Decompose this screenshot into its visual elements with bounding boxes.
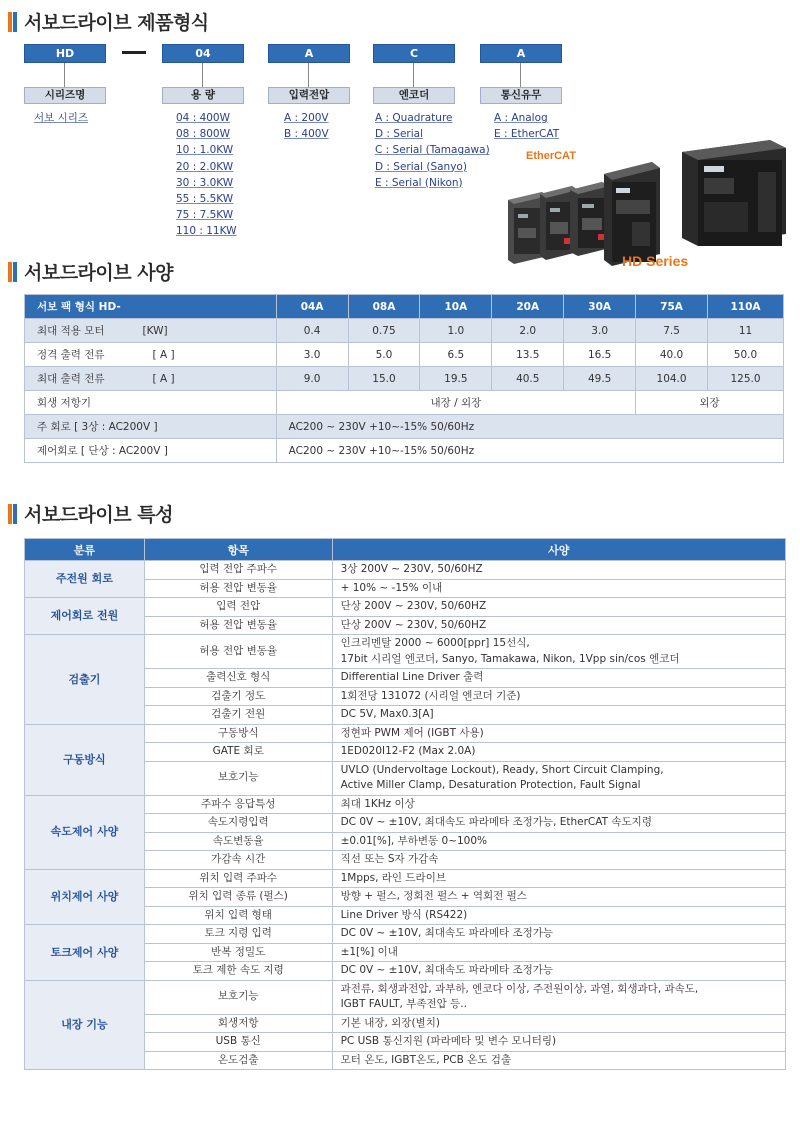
spec-cell: DC 0V ~ ±10V, 최대속도 파라메타 조정가능 (332, 962, 785, 981)
table-cell: 11 (708, 319, 784, 343)
code-box-voltage: A (268, 44, 350, 63)
item-cell: 검출기 정도 (144, 687, 332, 706)
table-cell: 104.0 (636, 367, 708, 391)
spec-cell: Line Driver 방식 (RS422) (332, 906, 785, 925)
table-cell: AC200 ~ 230V +10~-15% 50/60Hz (276, 439, 783, 463)
item-cell: 토크 제한 속도 지령 (144, 962, 332, 981)
row-label: 최대 출력 전류 [ A ] (25, 367, 277, 391)
code-box-comm: A (480, 44, 562, 63)
code-label-encoder: 엔코더 (373, 87, 455, 104)
list-item: 08 : 800W (176, 128, 230, 141)
table-row (25, 980, 786, 1014)
list-item: A : 200V (284, 112, 329, 124)
item-cell: 허용 전압 변동율 (144, 579, 332, 598)
connector-line (64, 63, 65, 87)
item-cell: 입력 전압 (144, 598, 332, 617)
model-code-title: 서보드라이브 제품형식 (8, 8, 209, 35)
list-item: D : Serial (Sanyo) (375, 160, 467, 173)
list-item: 04 : 400W (176, 112, 230, 124)
code-box-series: HD (24, 44, 106, 63)
column-header: 75A (636, 295, 708, 319)
spec-cell: 정현파 PWM 제어 (IGBT 사용) (332, 724, 785, 743)
category-cell: 속도제어 사양 (25, 795, 145, 869)
column-header: 08A (348, 295, 420, 319)
item-cell: 주파수 응답특성 (144, 795, 332, 814)
item-cell: 속도변동율 (144, 832, 332, 851)
spec-cell: 인크리멘탈 2000 ~ 6000[ppr] 15선식, 17bit 시리얼 엔코더, Sanyo, Tamakawa, Nikon, 1Vpp sin/cos 엔코더 (332, 635, 785, 669)
table-row (25, 724, 786, 743)
item-cell: 위치 입력 형태 (144, 906, 332, 925)
table-cell: 7.5 (636, 319, 708, 343)
row-label: 제어회로 [ 단상 : AC200V ] (25, 439, 277, 463)
spec-cell: 단상 200V ~ 230V, 50/60HZ (332, 598, 785, 617)
table-cell: 0.4 (276, 319, 348, 343)
table-cell: 0.75 (348, 319, 420, 343)
table-row (25, 869, 786, 888)
item-cell: 입력 전압 주파수 (144, 561, 332, 580)
capacity-option-list (176, 110, 237, 240)
category-cell: 주전원 회로 (25, 561, 145, 598)
table-cell: AC200 ~ 230V +10~-15% 50/60Hz (276, 415, 783, 439)
row-label: 주 회로 [ 3상 : AC200V ] (25, 415, 277, 439)
table-cell: 49.5 (564, 367, 636, 391)
spec-cell: + 10% ~ -15% 이내 (332, 579, 785, 598)
list-item: C : Serial (Tamagawa) (375, 144, 490, 157)
connector-line (520, 63, 521, 87)
table-cell: 내장 / 외장 (276, 391, 635, 415)
list-item: 서보 시리즈 (34, 112, 89, 124)
product-series-label: HD Series (622, 253, 689, 269)
code-label-voltage: 입력전압 (268, 87, 350, 104)
table-cell: 50.0 (708, 343, 784, 367)
code-label-capacity: 용 량 (162, 87, 244, 104)
table-cell: 15.0 (348, 367, 420, 391)
encoder-option-list (375, 110, 490, 191)
list-item: E : EtherCAT (494, 128, 560, 141)
item-cell: 온도검출 (144, 1051, 332, 1070)
list-item: D : Serial (375, 128, 424, 141)
table-cell: 5.0 (348, 343, 420, 367)
list-item: 10 : 1.0KW (176, 144, 234, 157)
spec-cell: ±1[%] 이내 (332, 943, 785, 962)
column-header: 30A (564, 295, 636, 319)
spec-cell: 1ED020I12-F2 (Max 2.0A) (332, 743, 785, 762)
code-label-series: 시리즈명 (24, 87, 106, 104)
list-item: 20 : 2.0KW (176, 160, 234, 173)
table-row (25, 319, 784, 343)
list-item: A : Quadrature (375, 112, 453, 124)
table-row (25, 561, 786, 580)
series-option-list (34, 110, 88, 126)
category-cell: 내장 기능 (25, 980, 145, 1070)
spec-cell: Differential Line Driver 출력 (332, 669, 785, 688)
code-box-encoder: C (373, 44, 455, 63)
list-item: B : 400V (284, 128, 329, 141)
item-cell: 출력신호 형식 (144, 669, 332, 688)
item-cell: 반복 정밀도 (144, 943, 332, 962)
list-item: E : Serial (Nikon) (375, 176, 463, 189)
item-cell: 가감속 시간 (144, 851, 332, 870)
title-marker-icon (8, 262, 17, 282)
table-cell: 125.0 (708, 367, 784, 391)
table-row (25, 598, 786, 617)
table-row (25, 415, 784, 439)
item-cell: 위치 입력 주파수 (144, 869, 332, 888)
spec-cell: 3상 200V ~ 230V, 50/60HZ (332, 561, 785, 580)
table-cell: 13.5 (492, 343, 564, 367)
code-dash (122, 51, 146, 54)
table-row (25, 925, 786, 944)
table-row (25, 635, 786, 669)
spec-title: 서보드라이브 사양 (8, 258, 173, 285)
row-label: 정격 출력 전류 [ A ] (25, 343, 277, 367)
table-row (25, 367, 784, 391)
table-cell: 6.5 (420, 343, 492, 367)
table-cell: 3.0 (276, 343, 348, 367)
item-cell: 구동방식 (144, 724, 332, 743)
feature-title: 서보드라이브 특성 (8, 500, 173, 527)
item-cell: 위치 입력 종류 (펄스) (144, 888, 332, 907)
table-row (25, 439, 784, 463)
spec-cell: 과전류, 회생과전압, 과부하, 엔코다 이상, 주전원이상, 과열, 회생과다, 과속도, IGBT FAULT, 부족전압 등.. (332, 980, 785, 1014)
title-marker-icon (8, 504, 17, 524)
item-cell: 검출기 전원 (144, 706, 332, 725)
row-label: 최대 적용 모터 [KW] (25, 319, 277, 343)
spec-cell: DC 5V, Max0.3[A] (332, 706, 785, 725)
feature-table (24, 538, 786, 1070)
list-item: 55 : 5.5KW (176, 193, 234, 206)
item-cell: 보호기능 (144, 980, 332, 1014)
column-header: 04A (276, 295, 348, 319)
item-cell: USB 통신 (144, 1033, 332, 1052)
category-cell: 토크제어 사양 (25, 925, 145, 981)
spec-cell: PC USB 통신지원 (파라메타 및 변수 모니터링) (332, 1033, 785, 1052)
spec-cell: 직선 또는 S자 가감속 (332, 851, 785, 870)
column-header: 10A (420, 295, 492, 319)
spec-cell: 1Mpps, 라인 드라이브 (332, 869, 785, 888)
category-cell: 구동방식 (25, 724, 145, 795)
category-cell: 검출기 (25, 635, 145, 725)
list-item: 75 : 7.5KW (176, 209, 234, 222)
item-cell: GATE 회로 (144, 743, 332, 762)
table-cell: 19.5 (420, 367, 492, 391)
table-row (25, 795, 786, 814)
category-cell: 위치제어 사양 (25, 869, 145, 925)
spec-cell: DC 0V ~ ±10V, 최대속도 파라메타 조정가능, EtherCAT 속도지령 (332, 814, 785, 833)
spec-cell: 단상 200V ~ 230V, 50/60HZ (332, 616, 785, 635)
spec-cell: 기본 내장, 외장(별치) (332, 1014, 785, 1033)
spec-cell: 최대 1KHz 이상 (332, 795, 785, 814)
table-cell: 9.0 (276, 367, 348, 391)
table-cell: 1.0 (420, 319, 492, 343)
spec-table (24, 294, 784, 463)
category-cell: 제어회로 전원 (25, 598, 145, 635)
column-header: 서보 팩 형식 HD- (25, 295, 277, 319)
spec-cell: DC 0V ~ ±10V, 최대속도 파라메타 조정가능 (332, 925, 785, 944)
column-header: 20A (492, 295, 564, 319)
item-cell: 토크 지령 입력 (144, 925, 332, 944)
item-cell: 허용 전압 변동율 (144, 635, 332, 669)
item-cell: 허용 전압 변동율 (144, 616, 332, 635)
table-header-row (25, 539, 786, 561)
code-label-comm: 통신유무 (480, 87, 562, 104)
table-cell: 40.0 (636, 343, 708, 367)
voltage-option-list (284, 110, 329, 142)
column-header: 110A (708, 295, 784, 319)
column-header: 분류 (25, 539, 145, 561)
item-cell: 회생저항 (144, 1014, 332, 1033)
table-cell: 16.5 (564, 343, 636, 367)
ethercat-logo: EtherCAT (526, 150, 576, 162)
servo-drive-illustration (502, 138, 792, 268)
table-row (25, 391, 784, 415)
table-cell: 외장 (636, 391, 784, 415)
list-item: A : Analog (494, 112, 548, 124)
table-cell: 40.5 (492, 367, 564, 391)
table-header-row (25, 295, 784, 319)
spec-cell: 1회전당 131072 (시리얼 엔코더 기준) (332, 687, 785, 706)
spec-cell: 방향 + 펄스, 정회전 펄스 + 역회전 펄스 (332, 888, 785, 907)
list-item: 110 : 11KW (176, 225, 237, 238)
table-cell: 3.0 (564, 319, 636, 343)
code-box-capacity: 04 (162, 44, 244, 63)
list-item: 30 : 3.0KW (176, 176, 234, 189)
column-header: 사양 (332, 539, 785, 561)
spec-cell: 모터 온도, IGBT온도, PCB 온도 검출 (332, 1051, 785, 1070)
connector-line (413, 63, 414, 87)
table-row (25, 343, 784, 367)
item-cell: 속도지령입력 (144, 814, 332, 833)
column-header: 항목 (144, 539, 332, 561)
table-cell: 2.0 (492, 319, 564, 343)
connector-line (202, 63, 203, 87)
item-cell: 보호기능 (144, 761, 332, 795)
connector-line (308, 63, 309, 87)
spec-cell: ±0.01[%], 부하변동 0~100% (332, 832, 785, 851)
spec-cell: UVLO (Undervoltage Lockout), Ready, Short Circuit Clamping, Active Miller Clamp, Desaturation Protection, Fault Signal (332, 761, 785, 795)
row-label: 회생 저항기 (25, 391, 277, 415)
title-marker-icon (8, 12, 17, 32)
